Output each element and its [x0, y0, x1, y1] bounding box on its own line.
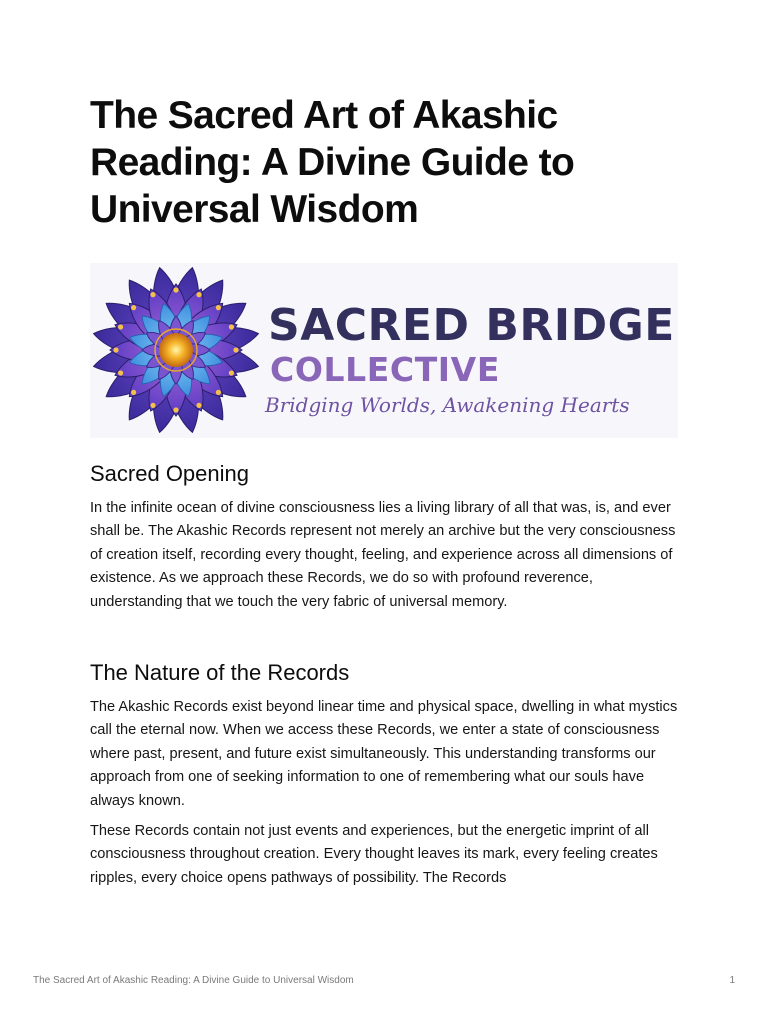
paragraph: The Akashic Records exist beyond linear time and physical space, dwelling in what mystics call the eternal now. When we access these Records, we enter a state of consciousness where past, present, and future exist simultaneously. This understanding transforms our approach from one of seeking information to one of remembering what our souls have always known.	[90, 699, 678, 809]
brand-subname: COLLECTIVE	[270, 350, 500, 389]
paragraph: These Records contain not just events and experiences, but the energetic imprint of all consciousness throughout creation. Every thought leaves its mark, every feeling creates ripples, every choice opens pathways of possibility. The Records	[90, 823, 658, 886]
brand-banner	[90, 263, 678, 438]
section-heading-nature-of-records: The Nature of the Records	[90, 660, 350, 685]
paragraph: In the infinite ocean of divine consciousness lies a living library of all that was, is, and ever shall be. The Akashic Records represent not merely an archive but the very consciousness of creation itself, recording every thought, feeling, and experience across all dimensions of existence. As we approach these Records, we do so with profound reverence, understanding that we touch the very fabric of universal memory.	[90, 500, 676, 610]
footer-page-number: 1	[729, 975, 735, 986]
brand-tagline: Bridging Worlds, Awakening Hearts	[265, 393, 630, 417]
mandala-icon	[90, 263, 265, 438]
brand-name: SACRED BRIDGE	[268, 300, 675, 351]
section-heading-sacred-opening: Sacred Opening	[90, 461, 249, 486]
footer-running-title: The Sacred Art of Akashic Reading: A Divine Guide to Universal Wisdom	[33, 975, 354, 986]
document-title: The Sacred Art of Akashic Reading: A Divine Guide to Universal Wisdom	[90, 94, 575, 231]
